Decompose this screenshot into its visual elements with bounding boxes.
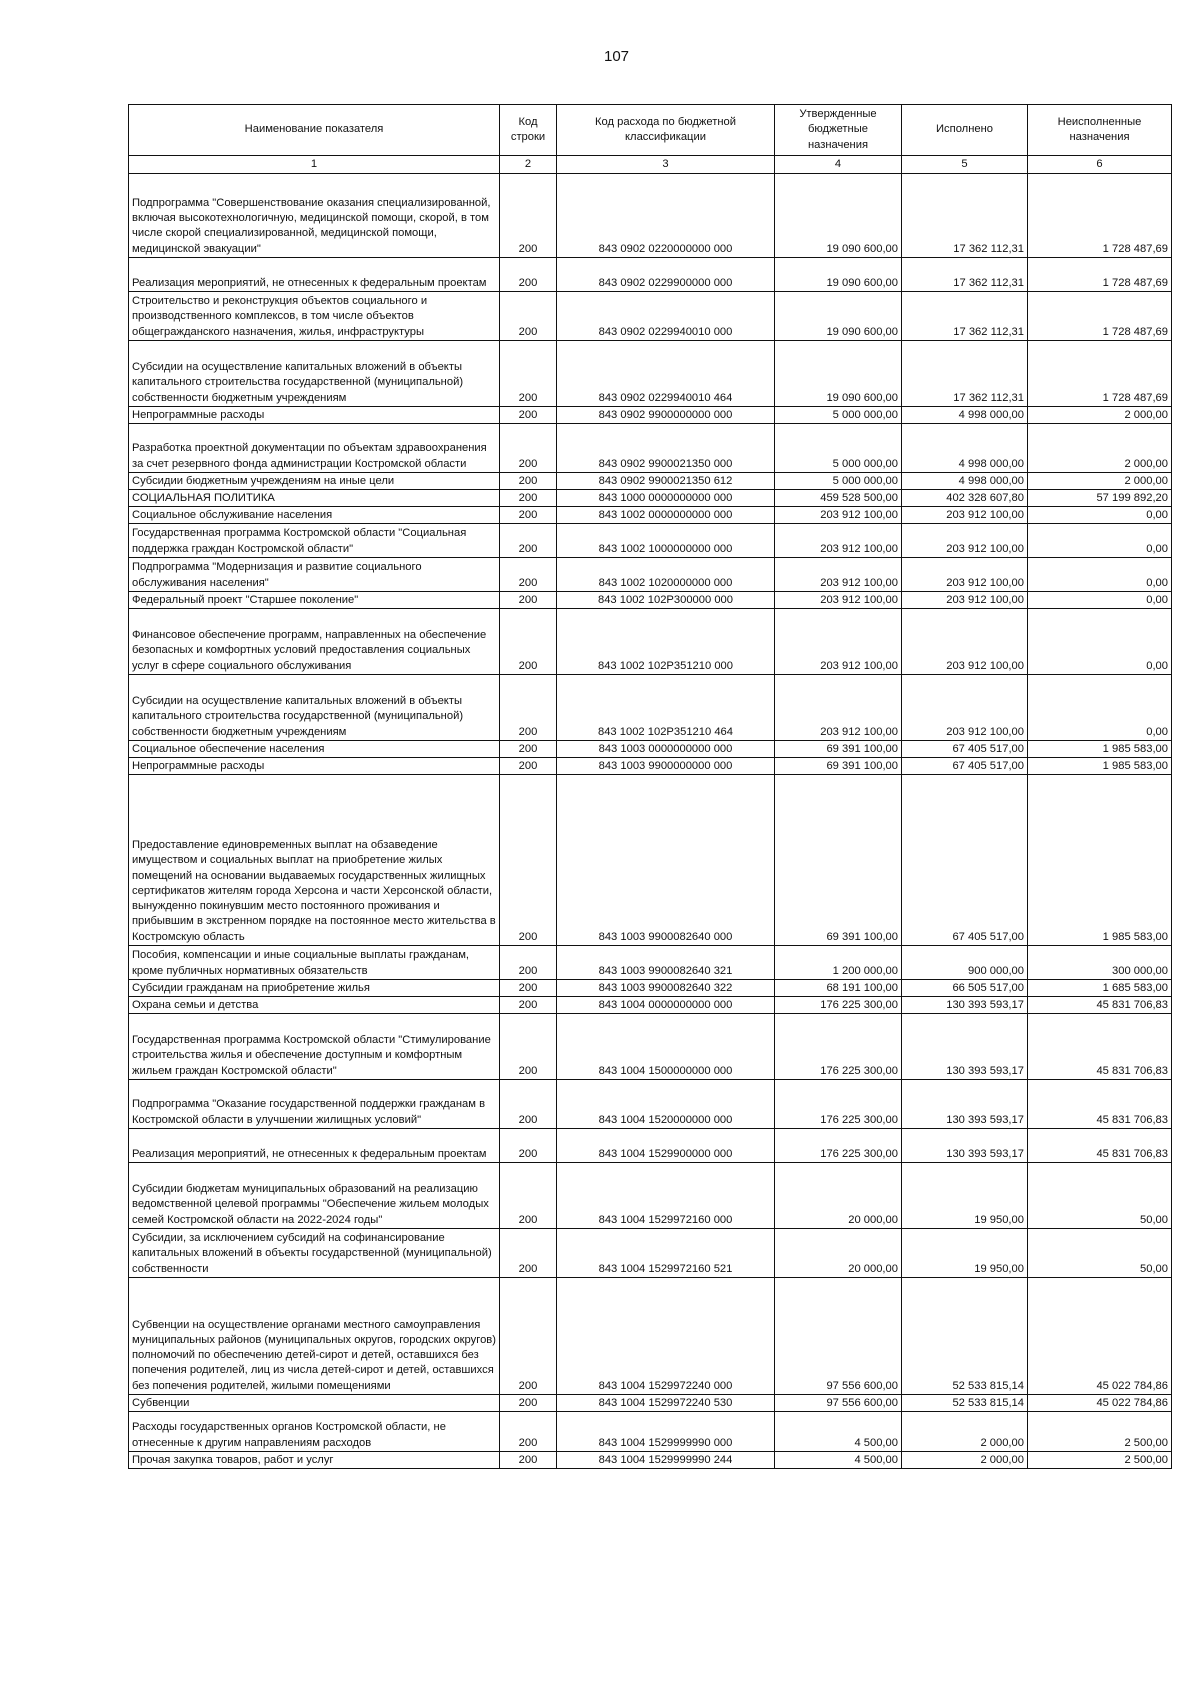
row-approved: 203 912 100,00	[775, 558, 902, 592]
row-executed: 203 912 100,00	[902, 675, 1028, 741]
row-unexecuted: 45 022 784,86	[1028, 1278, 1172, 1395]
row-name: Подпрограмма "Модернизация и развитие социального обслуживания населения"	[129, 558, 500, 592]
row-executed: 17 362 112,31	[902, 258, 1028, 292]
row-unexecuted: 1 685 583,00	[1028, 980, 1172, 997]
table-row	[129, 558, 1172, 592]
row-executed: 4 998 000,00	[902, 473, 1028, 490]
row-line-code: 200	[500, 524, 557, 558]
row-name: Предоставление единовременных выплат на обзаведение имуществом и социальных выплат на приобретение жилых помещений на основании выдаваемых государственных жилищных сертификатов жителям города Херсона и части Херсонской области, вынужденно покинувшим место постоянного проживания и прибывшим в экстренном порядке на постоянное место жительства в Костромскую область	[129, 775, 500, 946]
row-budget-code: 843 1004 1529900000 000	[557, 1129, 775, 1163]
row-approved: 4 500,00	[775, 1412, 902, 1452]
row-line-code: 200	[500, 592, 557, 609]
row-name: СОЦИАЛЬНАЯ ПОЛИТИКА	[129, 490, 500, 507]
row-unexecuted: 1 728 487,69	[1028, 341, 1172, 407]
table-row	[129, 1080, 1172, 1129]
row-budget-code: 843 1004 1520000000 000	[557, 1080, 775, 1129]
row-approved: 69 391 100,00	[775, 775, 902, 946]
column-number: 1	[129, 156, 500, 174]
row-budget-code: 843 1002 1020000000 000	[557, 558, 775, 592]
row-executed: 203 912 100,00	[902, 507, 1028, 524]
row-unexecuted: 2 000,00	[1028, 407, 1172, 424]
row-name: Строительство и реконструкция объектов социального и производственного комплексов, в том числе объектов общегражданского назначения, жилья, инфраструктуры	[129, 292, 500, 341]
page-number: 107	[603, 48, 630, 65]
table-row	[129, 524, 1172, 558]
column-number: 6	[1028, 156, 1172, 174]
row-name: Пособия, компенсации и иные социальные выплаты гражданам, кроме публичных нормативных обязательств	[129, 946, 500, 980]
row-name: Субсидии гражданам на приобретение жилья	[129, 980, 500, 997]
row-name: Социальное обслуживание населения	[129, 507, 500, 524]
header-budget-code: Код расхода по бюджетной классификации	[557, 105, 775, 156]
row-approved: 97 556 600,00	[775, 1278, 902, 1395]
row-name: Непрограммные расходы	[129, 407, 500, 424]
header-row	[129, 105, 1172, 156]
row-line-code: 200	[500, 1129, 557, 1163]
table-row	[129, 980, 1172, 997]
row-executed: 52 533 815,14	[902, 1278, 1028, 1395]
table-row	[129, 946, 1172, 980]
row-executed: 67 405 517,00	[902, 758, 1028, 775]
row-unexecuted: 0,00	[1028, 524, 1172, 558]
table-row	[129, 741, 1172, 758]
row-approved: 1 200 000,00	[775, 946, 902, 980]
row-approved: 459 528 500,00	[775, 490, 902, 507]
column-number: 2	[500, 156, 557, 174]
row-line-code: 200	[500, 407, 557, 424]
row-approved: 203 912 100,00	[775, 524, 902, 558]
row-approved: 203 912 100,00	[775, 675, 902, 741]
header-line-code: Код строки	[500, 105, 557, 156]
row-budget-code: 843 1002 0000000000 000	[557, 507, 775, 524]
row-unexecuted: 1 985 583,00	[1028, 758, 1172, 775]
row-unexecuted: 300 000,00	[1028, 946, 1172, 980]
row-approved: 68 191 100,00	[775, 980, 902, 997]
row-executed: 203 912 100,00	[902, 558, 1028, 592]
row-budget-code: 843 1004 1529972240 000	[557, 1278, 775, 1395]
row-unexecuted: 50,00	[1028, 1229, 1172, 1278]
row-line-code: 200	[500, 258, 557, 292]
row-line-code: 200	[500, 1452, 557, 1469]
row-name: Государственная программа Костромской области "Стимулирование строительства жилья и обеспечение доступным и комфортным жильем граждан Костромской области"	[129, 1014, 500, 1080]
row-approved: 19 090 600,00	[775, 258, 902, 292]
row-line-code: 200	[500, 292, 557, 341]
row-approved: 20 000,00	[775, 1229, 902, 1278]
row-budget-code: 843 1002 1000000000 000	[557, 524, 775, 558]
table-row	[129, 758, 1172, 775]
row-line-code: 200	[500, 758, 557, 775]
table-row	[129, 1229, 1172, 1278]
row-line-code: 200	[500, 980, 557, 997]
row-line-code: 200	[500, 1080, 557, 1129]
table-row	[129, 341, 1172, 407]
row-budget-code: 843 0902 0220000000 000	[557, 174, 775, 258]
row-approved: 5 000 000,00	[775, 407, 902, 424]
row-approved: 5 000 000,00	[775, 424, 902, 473]
row-executed: 130 393 593,17	[902, 1014, 1028, 1080]
row-executed: 19 950,00	[902, 1229, 1028, 1278]
table-row	[129, 675, 1172, 741]
row-unexecuted: 2 000,00	[1028, 473, 1172, 490]
row-name: Государственная программа Костромской области "Социальная поддержка граждан Костромской области"	[129, 524, 500, 558]
row-name: Субсидии на осуществление капитальных вложений в объекты капитального строительства государственной (муниципальной) собственности бюджетным учреждениям	[129, 675, 500, 741]
row-unexecuted: 45 831 706,83	[1028, 1129, 1172, 1163]
row-line-code: 200	[500, 946, 557, 980]
row-executed: 66 505 517,00	[902, 980, 1028, 997]
row-executed: 203 912 100,00	[902, 592, 1028, 609]
row-name: Разработка проектной документации по объектам здравоохранения за счет резервного фонда администрации Костромской области	[129, 424, 500, 473]
table-row	[129, 174, 1172, 258]
row-executed: 17 362 112,31	[902, 341, 1028, 407]
row-approved: 176 225 300,00	[775, 997, 902, 1014]
row-executed: 402 328 607,80	[902, 490, 1028, 507]
row-name: Субсидии бюджетным учреждениям на иные цели	[129, 473, 500, 490]
table-row	[129, 592, 1172, 609]
row-executed: 4 998 000,00	[902, 407, 1028, 424]
header-approved: Утвержденные бюджетные назначения	[775, 105, 902, 156]
row-unexecuted: 45 831 706,83	[1028, 1080, 1172, 1129]
row-unexecuted: 1 728 487,69	[1028, 258, 1172, 292]
row-name: Реализация мероприятий, не отнесенных к федеральным проектам	[129, 1129, 500, 1163]
row-budget-code: 843 1002 102Р300000 000	[557, 592, 775, 609]
row-executed: 17 362 112,31	[902, 174, 1028, 258]
row-budget-code: 843 1000 0000000000 000	[557, 490, 775, 507]
row-budget-code: 843 1003 9900000000 000	[557, 758, 775, 775]
row-budget-code: 843 1004 1500000000 000	[557, 1014, 775, 1080]
row-unexecuted: 2 500,00	[1028, 1452, 1172, 1469]
row-budget-code: 843 1004 1529999990 244	[557, 1452, 775, 1469]
row-budget-code: 843 1003 9900082640 321	[557, 946, 775, 980]
row-approved: 5 000 000,00	[775, 473, 902, 490]
table-row	[129, 258, 1172, 292]
row-name: Финансовое обеспечение программ, направленных на обеспечение безопасных и комфортных условий предоставления социальных услуг в сфере социального обслуживания	[129, 609, 500, 675]
row-budget-code: 843 1002 102Р351210 464	[557, 675, 775, 741]
row-unexecuted: 50,00	[1028, 1163, 1172, 1229]
row-name: Подпрограмма "Оказание государственной поддержки гражданам в Костромской области в улучшении жилищных условий"	[129, 1080, 500, 1129]
row-line-code: 200	[500, 1229, 557, 1278]
column-number: 5	[902, 156, 1028, 174]
row-name: Подпрограмма "Совершенствование оказания специализированной, включая высокотехнологичную, медицинской помощи, скорой, в том числе скорой специализированной, медицинской помощи, медицинской эвакуации"	[129, 174, 500, 258]
row-budget-code: 843 1003 9900082640 322	[557, 980, 775, 997]
row-line-code: 200	[500, 997, 557, 1014]
row-approved: 203 912 100,00	[775, 507, 902, 524]
row-unexecuted: 57 199 892,20	[1028, 490, 1172, 507]
row-budget-code: 843 0902 0229900000 000	[557, 258, 775, 292]
row-unexecuted: 1 985 583,00	[1028, 741, 1172, 758]
row-unexecuted: 0,00	[1028, 507, 1172, 524]
row-unexecuted: 45 022 784,86	[1028, 1395, 1172, 1412]
table-row	[129, 1452, 1172, 1469]
row-line-code: 200	[500, 1163, 557, 1229]
table-row	[129, 1014, 1172, 1080]
budget-execution-table	[128, 104, 1172, 1469]
row-line-code: 200	[500, 1278, 557, 1395]
row-executed: 2 000,00	[902, 1412, 1028, 1452]
row-unexecuted: 1 985 583,00	[1028, 775, 1172, 946]
row-executed: 2 000,00	[902, 1452, 1028, 1469]
table-row	[129, 1163, 1172, 1229]
row-line-code: 200	[500, 775, 557, 946]
row-name: Расходы государственных органов Костромской области, не отнесенные к другим направлениям расходов	[129, 1412, 500, 1452]
row-executed: 19 950,00	[902, 1163, 1028, 1229]
row-executed: 130 393 593,17	[902, 997, 1028, 1014]
row-approved: 203 912 100,00	[775, 592, 902, 609]
row-executed: 900 000,00	[902, 946, 1028, 980]
row-unexecuted: 0,00	[1028, 609, 1172, 675]
header-unexecuted: Неисполненные назначения	[1028, 105, 1172, 156]
table-row	[129, 997, 1172, 1014]
row-name: Охрана семьи и детства	[129, 997, 500, 1014]
row-executed: 203 912 100,00	[902, 524, 1028, 558]
row-line-code: 200	[500, 473, 557, 490]
row-budget-code: 843 1003 9900082640 000	[557, 775, 775, 946]
row-budget-code: 843 0902 0229940010 464	[557, 341, 775, 407]
header-executed: Исполнено	[902, 105, 1028, 156]
row-approved: 176 225 300,00	[775, 1129, 902, 1163]
row-budget-code: 843 0902 9900021350 000	[557, 424, 775, 473]
row-executed: 67 405 517,00	[902, 775, 1028, 946]
table-row	[129, 1412, 1172, 1452]
table-row	[129, 292, 1172, 341]
row-line-code: 200	[500, 1014, 557, 1080]
row-budget-code: 843 1002 102Р351210 000	[557, 609, 775, 675]
row-approved: 203 912 100,00	[775, 609, 902, 675]
row-budget-code: 843 0902 9900021350 612	[557, 473, 775, 490]
table-row	[129, 775, 1172, 946]
table-row	[129, 1395, 1172, 1412]
row-executed: 130 393 593,17	[902, 1080, 1028, 1129]
table-row	[129, 609, 1172, 675]
row-name: Субсидии бюджетам муниципальных образований на реализацию ведомственной целевой программы "Обеспечение жильем молодых семей Костромской области на 2022-2024 годы"	[129, 1163, 500, 1229]
row-approved: 176 225 300,00	[775, 1014, 902, 1080]
row-line-code: 200	[500, 741, 557, 758]
row-approved: 19 090 600,00	[775, 292, 902, 341]
row-name: Социальное обеспечение населения	[129, 741, 500, 758]
table-row	[129, 1278, 1172, 1395]
row-line-code: 200	[500, 174, 557, 258]
row-unexecuted: 1 728 487,69	[1028, 174, 1172, 258]
row-budget-code: 843 0902 9900000000 000	[557, 407, 775, 424]
row-unexecuted: 0,00	[1028, 558, 1172, 592]
row-unexecuted: 0,00	[1028, 675, 1172, 741]
row-budget-code: 843 1004 1529972160 000	[557, 1163, 775, 1229]
row-approved: 69 391 100,00	[775, 741, 902, 758]
row-name: Субвенции на осуществление органами местного самоуправления муниципальных районов (муниципальных округов, городских округов) полномочий по обеспечению детей-сирот и детей, оставшихся без попечения родителей, лиц из числа детей-сирот и детей, оставшихся без попечения родителей, жилыми помещениями	[129, 1278, 500, 1395]
row-unexecuted: 0,00	[1028, 592, 1172, 609]
row-budget-code: 843 1004 1529972240 530	[557, 1395, 775, 1412]
column-number: 4	[775, 156, 902, 174]
table-row	[129, 1129, 1172, 1163]
row-unexecuted: 45 831 706,83	[1028, 997, 1172, 1014]
column-number: 3	[557, 156, 775, 174]
row-executed: 17 362 112,31	[902, 292, 1028, 341]
row-approved: 19 090 600,00	[775, 174, 902, 258]
row-executed: 130 393 593,17	[902, 1129, 1028, 1163]
row-line-code: 200	[500, 1412, 557, 1452]
header-name: Наименование показателя	[129, 105, 500, 156]
table-row	[129, 473, 1172, 490]
row-approved: 19 090 600,00	[775, 341, 902, 407]
row-executed: 4 998 000,00	[902, 424, 1028, 473]
row-budget-code: 843 1004 1529999990 000	[557, 1412, 775, 1452]
row-budget-code: 843 0902 0229940010 000	[557, 292, 775, 341]
row-line-code: 200	[500, 558, 557, 592]
table-row	[129, 424, 1172, 473]
column-number-row	[129, 156, 1172, 174]
row-unexecuted: 1 728 487,69	[1028, 292, 1172, 341]
row-approved: 69 391 100,00	[775, 758, 902, 775]
row-line-code: 200	[500, 609, 557, 675]
row-unexecuted: 45 831 706,83	[1028, 1014, 1172, 1080]
row-executed: 203 912 100,00	[902, 609, 1028, 675]
row-approved: 97 556 600,00	[775, 1395, 902, 1412]
row-name: Прочая закупка товаров, работ и услуг	[129, 1452, 500, 1469]
row-unexecuted: 2 000,00	[1028, 424, 1172, 473]
row-line-code: 200	[500, 490, 557, 507]
table-row	[129, 490, 1172, 507]
table-row	[129, 407, 1172, 424]
row-name: Непрограммные расходы	[129, 758, 500, 775]
row-budget-code: 843 1004 0000000000 000	[557, 997, 775, 1014]
row-approved: 4 500,00	[775, 1452, 902, 1469]
row-approved: 176 225 300,00	[775, 1080, 902, 1129]
table-row	[129, 507, 1172, 524]
table-body	[129, 174, 1172, 1469]
row-name: Субсидии на осуществление капитальных вложений в объекты капитального строительства государственной (муниципальной) собственности бюджетным учреждениям	[129, 341, 500, 407]
row-name: Реализация мероприятий, не отнесенных к федеральным проектам	[129, 258, 500, 292]
row-approved: 20 000,00	[775, 1163, 902, 1229]
row-executed: 67 405 517,00	[902, 741, 1028, 758]
row-budget-code: 843 1004 1529972160 521	[557, 1229, 775, 1278]
row-line-code: 200	[500, 424, 557, 473]
row-line-code: 200	[500, 341, 557, 407]
row-name: Федеральный проект "Старшее поколение"	[129, 592, 500, 609]
row-executed: 52 533 815,14	[902, 1395, 1028, 1412]
row-name: Субсидии, за исключением субсидий на софинансирование капитальных вложений в объекты государственной (муниципальной) собственности	[129, 1229, 500, 1278]
row-budget-code: 843 1003 0000000000 000	[557, 741, 775, 758]
row-line-code: 200	[500, 675, 557, 741]
row-line-code: 200	[500, 1395, 557, 1412]
row-unexecuted: 2 500,00	[1028, 1412, 1172, 1452]
row-name: Субвенции	[129, 1395, 500, 1412]
row-line-code: 200	[500, 507, 557, 524]
